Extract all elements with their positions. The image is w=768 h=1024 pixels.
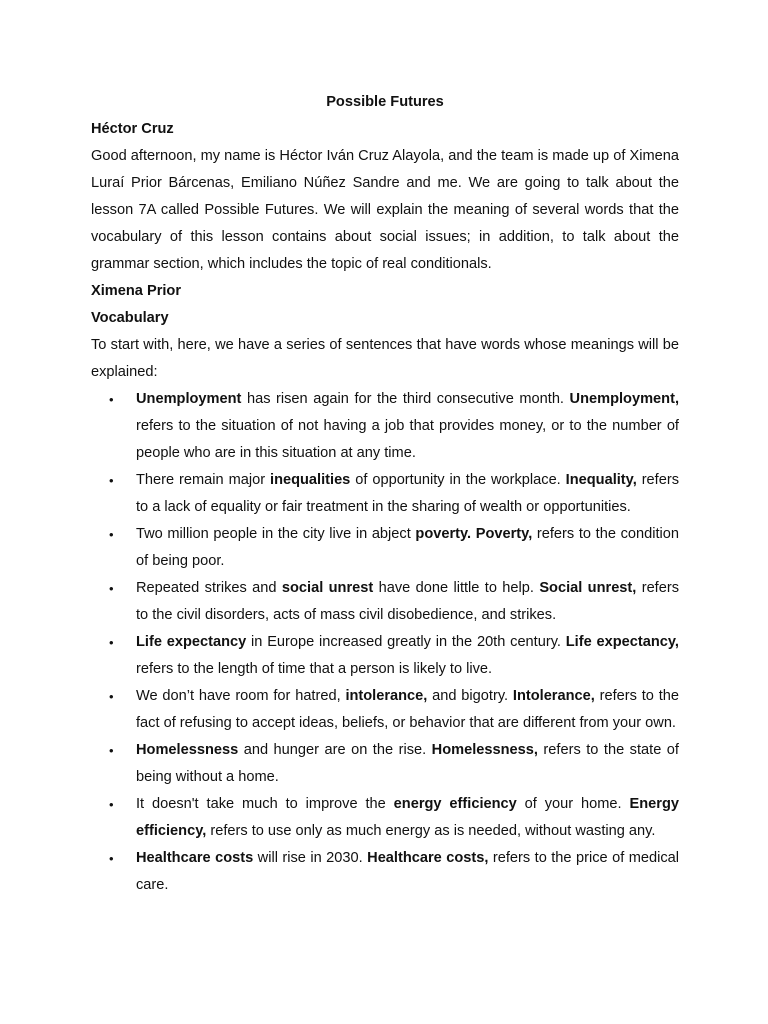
vocab-term-definition-label: Poverty, <box>475 526 533 542</box>
vocab-term: Unemployment <box>136 391 242 407</box>
bullet-icon: • <box>109 581 114 596</box>
list-item: • We don’t have room for hatred, intolerance, and bigotry. Intolerance, refers to the fact of refusing to accept ideas, beliefs, or behavior that are different from your own. <box>91 683 679 737</box>
speaker-name-hector: Héctor Cruz <box>91 121 174 137</box>
vocab-term: Healthcare costs <box>136 850 254 866</box>
document-page <box>91 89 679 899</box>
list-item: • Life expectancy in Europe increased greatly in the 20th century. Life expectancy, refers to the length of time that a person is likely to live. <box>91 629 679 683</box>
list-item: • Healthcare costs will rise in 2030. Healthcare costs, refers to the price of medical care. <box>91 845 679 899</box>
vocabulary-intro: To start with, here, we have a series of sentences that have words whose meanings will be explained: <box>91 337 679 380</box>
intro-paragraph: Good afternoon, my name is Héctor Iván Cruz Alayola, and the team is made up of Ximena Luraí Prior Bárcenas, Emiliano Núñez Sandre and me. We are going to talk about the lesson 7A called Possible Futures. We will explain the meaning of several words that the vocabulary of this lesson contains about social issues; in addition, to talk about the grammar section, which includes the topic of real conditionals. <box>91 148 679 272</box>
list-item: • Repeated strikes and social unrest have done little to help. Social unrest, refers to the civil disorders, acts of mass civil disobedience, and strikes. <box>91 575 679 629</box>
bullet-icon: • <box>109 689 114 704</box>
list-item: • It doesn't take much to improve the energy efficiency of your home. Energy efficiency, refers to use only as much energy as is needed, without wasting any. <box>91 791 679 845</box>
bullet-icon: • <box>109 392 114 407</box>
list-item: • Two million people in the city live in abject poverty. Poverty, refers to the condition of being poor. <box>91 521 679 575</box>
vocab-term: energy efficiency <box>393 796 517 812</box>
list-item: • Unemployment has risen again for the third consecutive month. Unemployment, refers to the situation of not having a job that provides money, or to the number of people who are in this situation at any time. <box>91 386 679 467</box>
vocab-term: poverty. <box>415 526 472 542</box>
vocabulary-heading: Vocabulary <box>91 310 169 326</box>
vocab-term-definition-label: Homelessness, <box>431 742 538 758</box>
vocab-term: Homelessness <box>136 742 239 758</box>
vocab-term: social unrest <box>281 580 374 596</box>
vocabulary-list <box>91 386 679 899</box>
vocab-term-definition-label: Intolerance, <box>512 688 595 704</box>
document-title: Possible Futures <box>326 94 444 110</box>
vocab-term-definition-label: Social unrest, <box>539 580 637 596</box>
speaker-name-ximena: Ximena Prior <box>91 283 182 299</box>
vocab-term-definition-label: Life expectancy, <box>565 634 679 650</box>
bullet-icon: • <box>109 635 114 650</box>
vocab-term-definition-label: Healthcare costs, <box>367 850 489 866</box>
vocab-term: Life expectancy <box>136 634 247 650</box>
bullet-icon: • <box>109 743 114 758</box>
bullet-icon: • <box>109 851 114 866</box>
vocab-term-definition-label: Energy efficiency, <box>136 796 679 839</box>
list-item: • Homelessness and hunger are on the rise. Homelessness, refers to the state of being without a home. <box>91 737 679 791</box>
list-item: • There remain major inequalities of opportunity in the workplace. Inequality, refers to a lack of equality or fair treatment in the sharing of wealth or opportunities. <box>91 467 679 521</box>
vocab-term: inequalities <box>270 472 351 488</box>
bullet-icon: • <box>109 473 114 488</box>
bullet-icon: • <box>109 797 114 812</box>
vocab-term-definition-label: Inequality, <box>565 472 637 488</box>
vocab-term-definition-label: Unemployment, <box>569 391 679 407</box>
bullet-icon: • <box>109 527 114 542</box>
vocab-term: intolerance, <box>345 688 428 704</box>
